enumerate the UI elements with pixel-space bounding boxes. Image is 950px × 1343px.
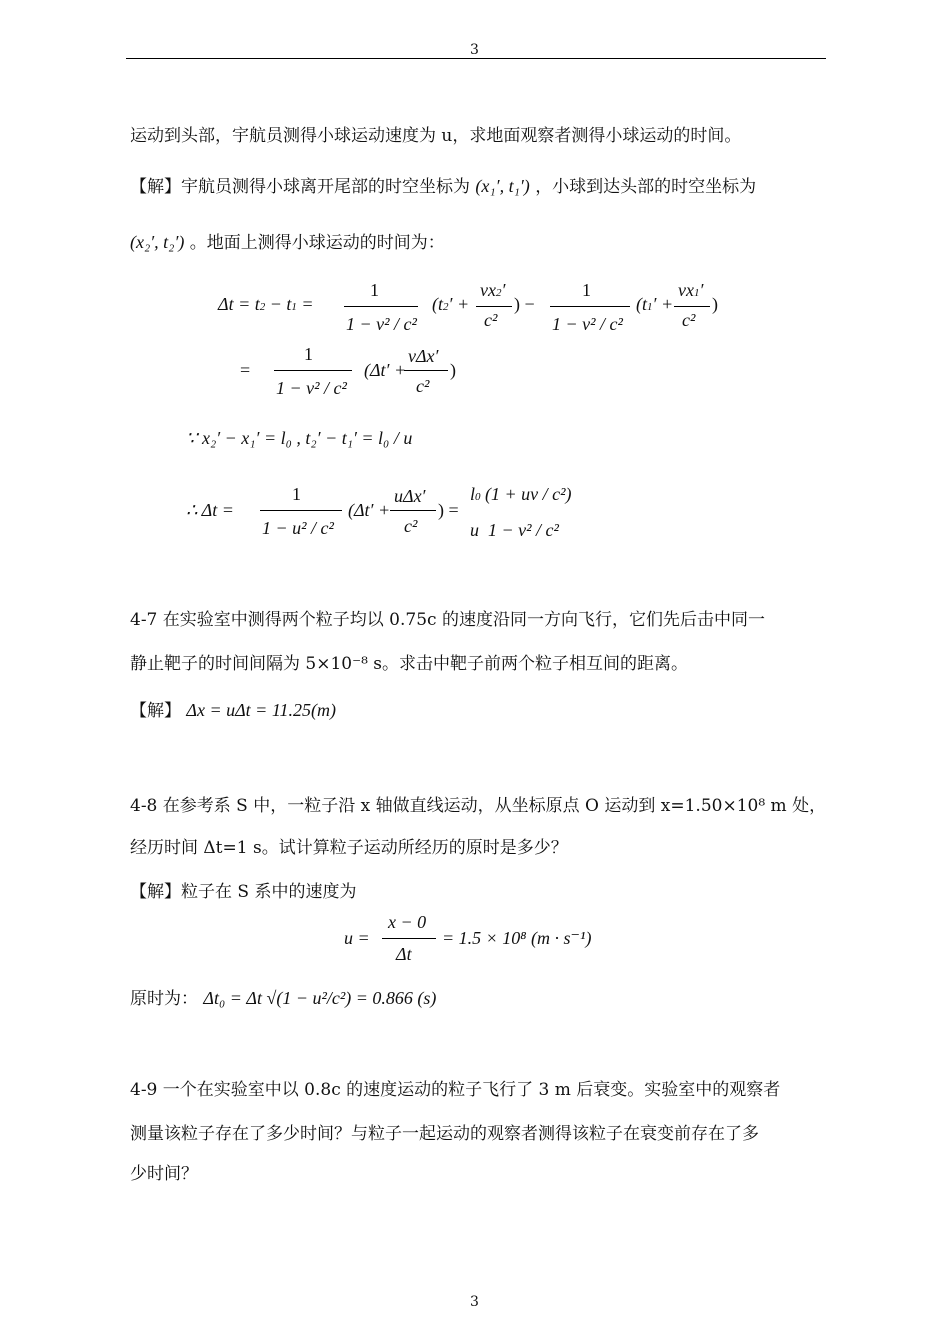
- q48-line-1: 4-8 在参考系 S 中，一粒子沿 x 轴做直线运动，从坐标原点 O 运动到 x=1.50×10⁸ m 处，: [130, 796, 827, 816]
- coord-2: (x₂′, t₂′): [130, 232, 185, 252]
- equation-4: ∴ Δt = 1 1 − u² / c² (Δt′ + uΔx′ c² ) = l0 (1 + uv / c²) u 1 − v² / c²: [186, 484, 572, 540]
- q48-proper-label: 原时为：: [130, 989, 198, 1009]
- q47-line-1: 4-7 在实验室中测得两个粒子均以 0.75c 的速度沿同一方向飞行，它们先后击中同一: [130, 610, 765, 630]
- equation-2: = 1 1 − v² / c² (Δt′ + vΔx′ c² ): [240, 344, 456, 398]
- q47-line-2: 静止靶子的时间间隔为 5×10⁻⁸ s。求击中靶子前两个粒子相互间的距离。: [130, 654, 689, 674]
- problem-intro-text: 运动到头部，宇航员测得小球运动速度为 u，求地面观察者测得小球运动的时间。: [130, 126, 742, 146]
- header-rule: [126, 58, 826, 59]
- solution-text-2: 。地面上测得小球运动的时间为：: [189, 233, 445, 253]
- solution-line-1: [130, 176, 756, 197]
- solution-text-1a: 【解】宇航员测得小球离开尾部的时空坐标为: [130, 177, 470, 197]
- coord-1: (x₁′, t₁′): [475, 176, 530, 196]
- solution-text-1b: ，小球到达头部的时空坐标为: [535, 177, 757, 197]
- q47-solution: [130, 700, 336, 721]
- q48-proper-time: [130, 988, 436, 1009]
- q49-line-3: 少时间？: [130, 1164, 198, 1184]
- equation-1: Δt = t2 − t1 = 1 1 − v² / c² (t2′ + vx2′ c² ) − 1 1 − v² / c² (t1′ + vx1′ c² ): [218, 280, 718, 334]
- q48-equation-u: u = x − 0 Δt = 1.5 × 10⁸ (m · s⁻¹): [344, 912, 592, 964]
- q49-line-1: 4-9 一个在实验室中以 0.8c 的速度运动的粒子飞行了 3 m 后衰变。实验室中的观察者: [130, 1080, 781, 1100]
- header-page-number: 3: [470, 42, 479, 58]
- q49-line-2: 测量该粒子存在了多少时间？与粒子一起运动的观察者测得该粒子在衰变前存在了多: [130, 1124, 759, 1144]
- q48-solution-line: 【解】粒子在 S 系中的速度为: [130, 882, 357, 902]
- q48-line-2: 经历时间 Δt=1 s。试计算粒子运动所经历的原时是多少？: [130, 838, 568, 858]
- q47-solution-label: 【解】: [130, 701, 181, 721]
- footer-page-number: 3: [470, 1294, 479, 1310]
- q47-solution-eq: Δx = uΔt = 11.25(m): [186, 700, 336, 720]
- equation-3: ∵ x₂′ − x₁′ = l₀ , t₂′ − t₁′ = l₀ / u: [186, 428, 413, 448]
- solution-line-2: [130, 232, 445, 253]
- q48-proper-eq: Δt₀ = Δt √(1 − u²/c²) = 0.866 (s): [203, 988, 437, 1008]
